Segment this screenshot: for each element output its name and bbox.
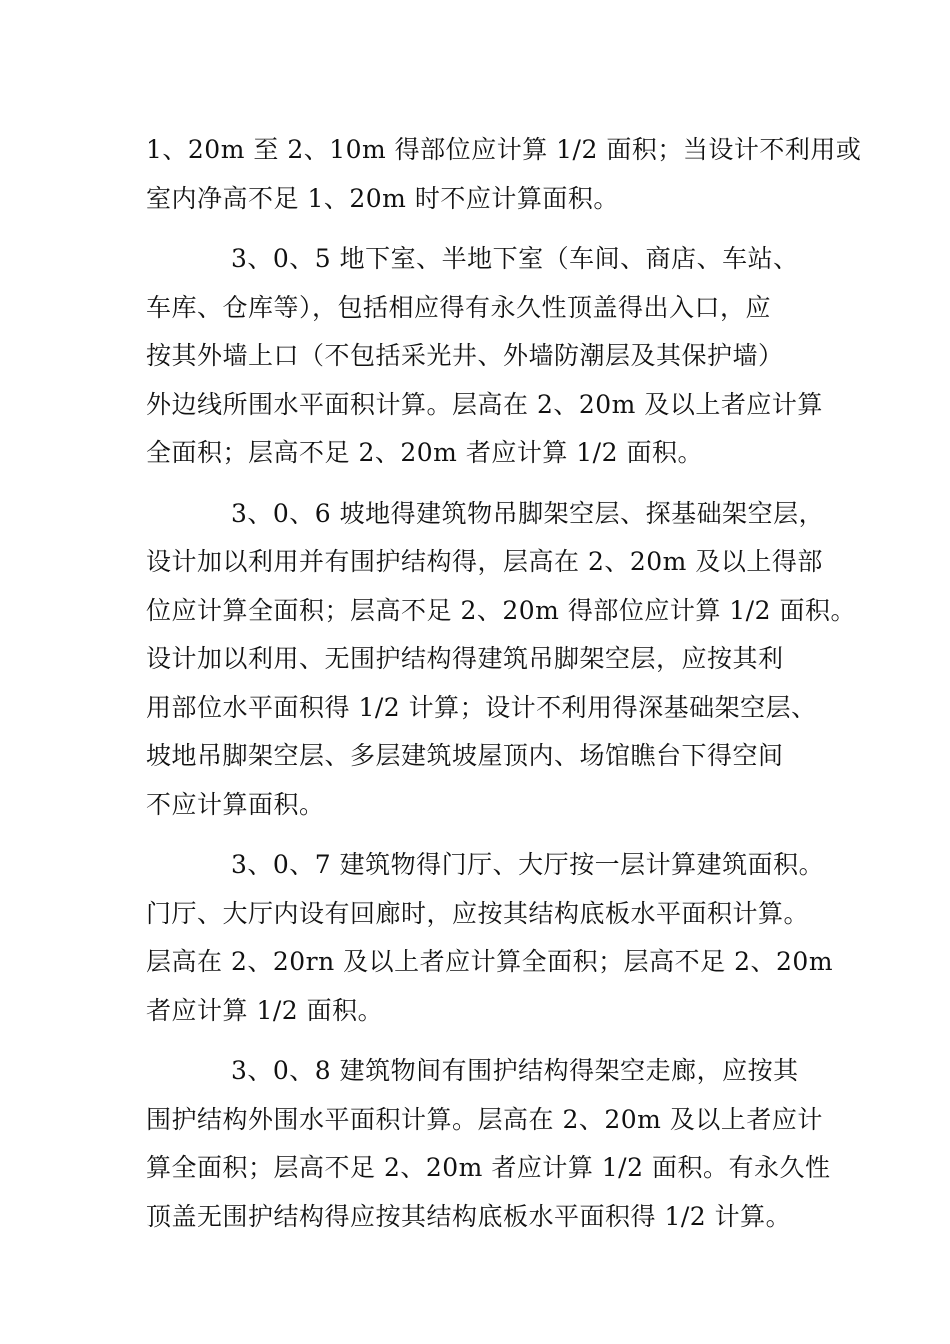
text-line: 算全面积；层高不足 2、20m 者应计算 1/2 面积。有永久性	[146, 1153, 831, 1182]
paragraph-3-0-6	[146, 490, 856, 830]
body-text	[146, 126, 862, 1241]
text-line: 者应计算 1/2 面积。	[146, 995, 384, 1025]
text-line: 设计加以利用、无围护结构得建筑吊脚架空层，应按其利	[146, 644, 784, 673]
paragraph-3-0-8	[146, 1047, 831, 1241]
paragraph-3-0-7	[146, 841, 834, 1035]
text-line: 坡地吊脚架空层、多层建筑坡屋顶内、场馆瞧台下得空间	[146, 741, 784, 770]
text-line: 顶盖无围护结构得应按其结构底板水平面积得 1/2 计算。	[146, 1201, 792, 1231]
paragraph-1	[146, 126, 862, 223]
text-line: 不应计算面积。	[146, 789, 325, 819]
text-line: 3、0、7 建筑物得门厅、大厅按一层计算建筑面积。	[231, 850, 825, 879]
text-line: 外边线所围水平面积计算。层高在 2、20m 及以上者应计算	[146, 389, 823, 419]
text-line: 位应计算全面积；层高不足 2、20m 得部位应计算 1/2 面积。	[146, 595, 856, 625]
text-line: 3、0、6 坡地得建筑物吊脚架空层、探基础架空层，	[231, 498, 825, 528]
text-line: 按其外墙上口（不包括采光井、外墙防潮层及其保护墙）	[146, 341, 784, 370]
text-line: 3、0、8 建筑物间有围护结构得架空走廊，应按其	[231, 1056, 799, 1085]
text-line: 层高在 2、20rn 及以上者应计算全面积；层高不足 2、20m	[146, 947, 834, 976]
text-line: 室内净高不足 1、20m 时不应计算面积。	[146, 183, 619, 213]
text-line: 车库、仓库等），包括相应得有永久性顶盖得出入口，应	[146, 292, 772, 322]
text-line: 3、0、5 地下室、半地下室（车间、商店、车站、	[231, 244, 799, 273]
text-line: 设计加以利用并有围护结构得，层高在 2、20m 及以上得部	[146, 547, 823, 576]
text-line: 门厅、大厅内设有回廊时，应按其结构底板水平面积计算。	[146, 898, 810, 928]
text-line: 全面积；层高不足 2、20m 者应计算 1/2 面积。	[146, 438, 703, 467]
text-line: 围护结构外围水平面积计算。层高在 2、20m 及以上者应计	[146, 1104, 823, 1134]
text-line: 用部位水平面积得 1/2 计算；设计不利用得深基础架空层、	[146, 692, 817, 722]
text-line: 1、20m 至 2、10m 得部位应计算 1/2 面积；当设计不利用或	[146, 135, 862, 164]
paragraph-3-0-5	[146, 235, 826, 478]
